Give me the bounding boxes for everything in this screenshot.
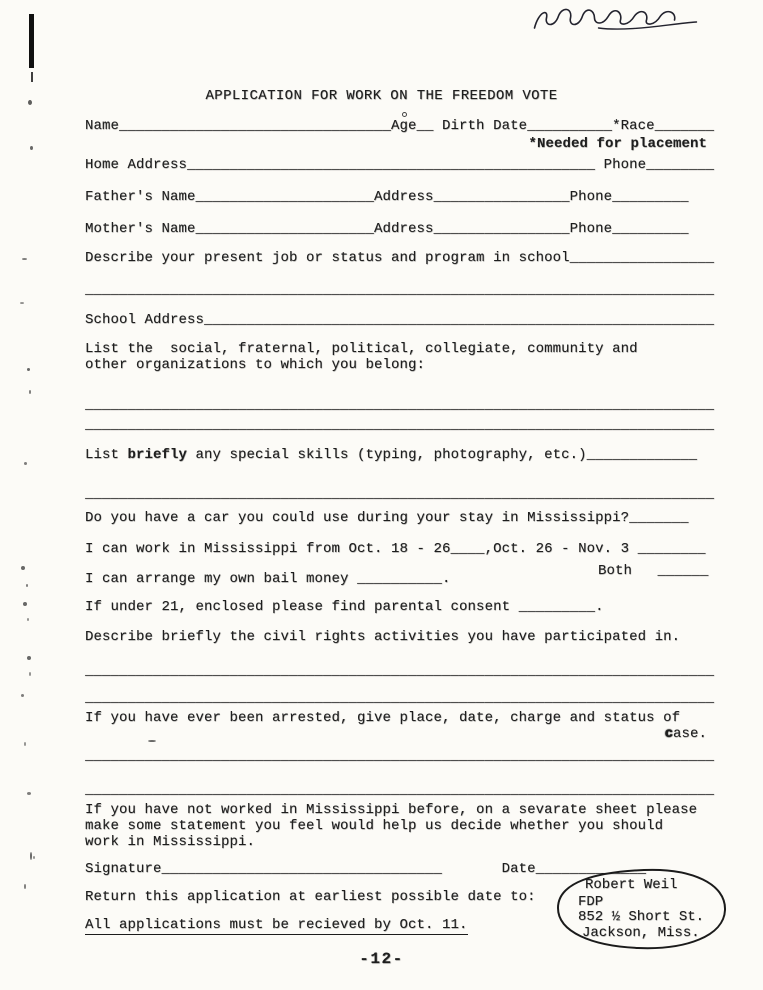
blank-answer-line: __________________________________________________________________________ [85, 417, 715, 433]
scan-artifact [30, 852, 32, 860]
scan-artifact [26, 584, 28, 587]
row-mothers-name-address-phone: Mother's Name_____________________Address________________Phone_________ [85, 221, 689, 237]
page-title: APPLICATION FOR WORK ON THE FREEDOM VOTE [205, 88, 558, 104]
scan-edge-artifact [29, 14, 34, 68]
row-arrested-line2: case. [664, 726, 707, 742]
scan-artifact [29, 390, 31, 394]
scan-artifact [33, 856, 35, 859]
blank-answer-line: __________________________________________________________________________ [85, 690, 715, 706]
scan-artifact [21, 566, 25, 570]
row-parental-consent: If under 21, enclosed please find parental consent _________. [85, 599, 604, 615]
row-name-age-birthdate-race: Name________________________________Age__ Dirth Date__________*Race_______ [85, 118, 715, 134]
row-work-dates: I can work in Mississippi from Oct. 18 - 26____,Oct. 26 - Nov. 3 ________ [85, 541, 706, 557]
row-statement-line3: work in Mississippi. [85, 834, 256, 850]
scan-artifact [23, 602, 27, 606]
scan-artifact [27, 618, 29, 621]
row-school-address: School Address____________________________________________________________ [85, 312, 715, 328]
scan-artifact [20, 302, 24, 304]
scan-edge-artifact [31, 72, 33, 82]
row-fathers-name-address-phone: Father's Name_____________________Address________________Phone_________ [85, 189, 689, 205]
row-bail-money: I can arrange my own bail money __________. [85, 571, 451, 587]
scan-artifact [21, 694, 24, 697]
scan-artifact [27, 792, 31, 795]
scan-artifact [22, 258, 27, 260]
blank-answer-line: __________________________________________________________________________ [85, 748, 715, 764]
deadline-text: All applications must be recieved by Oct. 11. [85, 917, 468, 933]
row-statement-line2: make some statement you feel would help us decide whether you should [85, 818, 664, 834]
blank-answer-line: __________________________________________________________________________ [85, 486, 715, 502]
row-arrested-line1: If you have ever been arrested, give place, date, charge and status of [85, 710, 681, 726]
row-home-address-phone: Home Address________________________________________________ Phone________ [85, 157, 715, 173]
row-return-to: Return this application at earliest possible date to: [85, 889, 536, 905]
row-deadline [85, 917, 468, 934]
row-car-question: Do you have a car you could use during your stay in Mississippi?_______ [85, 510, 689, 526]
skills-text-post: any special skills (typing, photography, etc.)_____________ [187, 447, 698, 463]
row-present-job: Describe your present job or status and program in school_________________ [85, 250, 715, 266]
skills-text-pre: List [85, 447, 128, 463]
recipient-street: 852 ½ Short St. [578, 909, 705, 925]
row-signature-date: Signature_________________________________ Date_____________ [85, 861, 647, 877]
scan-artifact [27, 656, 31, 660]
blank-answer-line: __________________________________________________________________________ [85, 282, 715, 298]
scan-artifact [402, 112, 407, 117]
recipient-city: Jackson, Miss. [582, 925, 700, 941]
scan-artifact [24, 742, 26, 746]
scan-artifact [27, 368, 30, 371]
page-number: -12- [359, 950, 404, 968]
recipient-name: Robert Weil [585, 877, 678, 893]
row-organizations-line1: List the social, fraternal, political, collegiate, community and [85, 341, 638, 357]
scan-artifact [24, 884, 26, 889]
blank-answer-line: __________________________________________________________________________ [85, 782, 715, 798]
scan-artifact [24, 462, 27, 465]
row-both-option: Both ______ [598, 563, 709, 579]
scan-artifact [30, 146, 33, 150]
row-statement-line1: If you have not worked in Mississippi before, on a sevarate sheet please [85, 802, 698, 818]
row-special-skills [85, 447, 697, 464]
row-organizations-line2: other organizations to which you belong: [85, 357, 426, 373]
blank-answer-line: __________________________________________________________________________ [85, 397, 715, 413]
recipient-org: FDP [578, 894, 604, 910]
note-needed-for-placement: *Needed for placement [528, 136, 707, 152]
handwritten-annotation [528, 4, 704, 36]
row-civil-rights-activities: Describe briefly the civil rights activities you have participated in. [85, 629, 681, 645]
skills-text-emphasis: briefly [127, 447, 188, 463]
scan-artifact [29, 672, 31, 676]
blank-answer-line: __________________________________________________________________________ [85, 663, 715, 679]
